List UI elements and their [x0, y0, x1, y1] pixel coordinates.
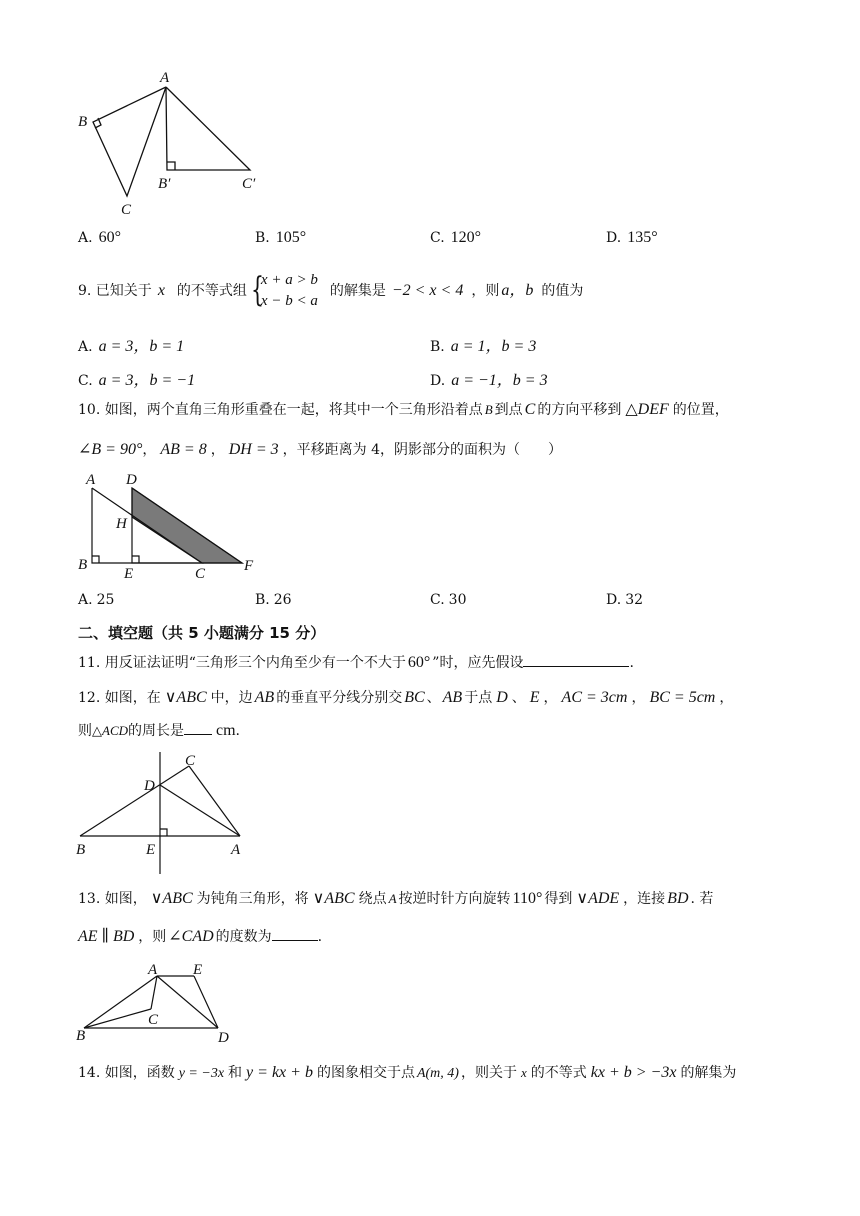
q8-option-d[interactable]: [606, 229, 658, 247]
q13-text: 得到: [544, 891, 573, 907]
q9-solution: −2 < x < 4: [391, 282, 464, 299]
q11-end: .: [629, 655, 634, 671]
triangle-abc: [93, 87, 166, 196]
option-letter: B.: [255, 592, 270, 608]
q10-option-b[interactable]: [255, 592, 292, 608]
label-f: F: [244, 558, 254, 574]
q13-point-a: A: [388, 891, 397, 906]
label-b: B: [78, 114, 88, 130]
q10-text-c: 的方向平移到: [537, 402, 622, 418]
q11-degree: 60°: [407, 654, 431, 671]
section-title-fill-in: 二、填空题（共 5 小题满分 15 分）: [78, 624, 326, 642]
q11-question: [78, 652, 634, 673]
label-c: C: [121, 202, 132, 218]
segment-bc: [80, 766, 189, 836]
q12-segment-ab: AB: [254, 689, 275, 706]
q13-angle: 110°: [512, 890, 543, 907]
q12-text: 的周长是: [128, 723, 184, 739]
q9-var-x: x: [157, 282, 165, 299]
q12-point-d: D: [496, 689, 508, 706]
q14-text: 的不等式: [530, 1065, 587, 1081]
q12-figure: [72, 748, 262, 878]
label-c: C: [195, 566, 206, 582]
q9-text-mid1: 的不等式组: [176, 283, 247, 299]
q12-text: 于点: [464, 690, 493, 706]
q14-point-a: A(m, 4): [416, 1066, 459, 1081]
q12-text: 的垂直平分线分别交: [276, 690, 403, 706]
label-a: A: [231, 842, 241, 858]
right-angle-mark-b: [92, 556, 99, 563]
q9-system-line1: x + a > b: [260, 272, 318, 288]
option-letter: A.: [78, 230, 93, 246]
q12-question-line1: [78, 688, 733, 708]
q10-text-a: 10. 如图，两个直角三角形重叠在一起，将其中一个三角形沿着点: [78, 402, 483, 418]
label-a: A: [86, 472, 96, 488]
q12-unit: cm: [216, 722, 236, 739]
option-letter: B.: [430, 339, 445, 355]
q12-text: 则: [78, 723, 92, 739]
q13-segment-bd: BD: [667, 890, 689, 907]
q13-triangle-ade: ∨ADE: [576, 890, 620, 907]
q13-triangle-abc: ∨ABC: [150, 890, 193, 907]
segment-ac: [151, 976, 157, 1009]
label-d: D: [144, 778, 155, 794]
q9-inequality-system: { x + a > b x − b < a: [250, 270, 318, 310]
q12-answer-blank[interactable]: [184, 720, 212, 735]
q14-text: ，则关于: [460, 1065, 517, 1081]
q13-text: 的度数为: [215, 929, 272, 945]
q10-point-b: B: [484, 402, 493, 417]
q14-inequality: kx + b > −3x: [590, 1064, 677, 1081]
q10-dh-value: DH = 3: [228, 441, 279, 458]
q14-function-1: y = −3x: [178, 1066, 225, 1081]
q13-text: 为钝角三角形，将: [196, 891, 309, 907]
option-value: 105°: [275, 229, 307, 246]
q12-text: ，: [631, 690, 646, 706]
q13-angle-cad: ∠CAD: [168, 928, 214, 945]
segment-ad: [157, 976, 218, 1028]
q13-text: 绕点: [358, 891, 387, 907]
q8-option-b[interactable]: [255, 229, 306, 247]
label-h: H: [116, 516, 127, 532]
q10-text-b: 到点: [494, 402, 523, 418]
q10-angle-b: ∠B = 90°: [78, 441, 143, 458]
q9-text-mid3: ，则: [471, 283, 500, 299]
q9-text-prefix: 9. 已知关于: [78, 283, 152, 299]
option-value: a = 3，b = 1: [98, 338, 185, 355]
q9-question: [78, 268, 583, 314]
option-value: a = −1，b = 3: [451, 372, 548, 389]
option-value: 135°: [627, 229, 658, 246]
q9-system-line2: x − b < a: [260, 293, 318, 309]
q10-comma: ，: [210, 442, 225, 458]
right-angle-mark-e: [132, 556, 139, 563]
q12-text: 中，边: [210, 690, 253, 706]
label-e: E: [193, 962, 203, 978]
label-b: B: [76, 842, 86, 858]
q13-parallel: AE ∥ BD: [78, 928, 135, 945]
q12-text: 12. 如图，在: [78, 690, 161, 706]
option-value: 60°: [98, 229, 121, 246]
q11-text-a: 11. 用反证法证明“三角形三个内角至少有一个不大于: [78, 655, 406, 671]
option-letter: D.: [606, 592, 622, 608]
q8-figure: [70, 62, 270, 222]
q10-option-c[interactable]: [430, 592, 467, 608]
q10-question-line2: [78, 440, 562, 460]
q13-figure: [72, 958, 242, 1050]
label-e: E: [124, 566, 134, 582]
q13-text: 13. 如图，: [78, 891, 147, 907]
q11-answer-blank[interactable]: [523, 652, 629, 667]
label-b-prime: B′: [158, 176, 171, 192]
right-angle-mark-e: [160, 829, 167, 836]
option-value: 120°: [450, 229, 482, 246]
q12-text: 、: [426, 690, 441, 706]
q9-text-suffix: 的值为: [541, 283, 584, 299]
option-value: 32: [625, 592, 644, 608]
q13-text: . 若: [690, 891, 714, 907]
label-e: E: [146, 842, 156, 858]
q10-option-a[interactable]: [78, 592, 114, 608]
label-c-prime: C′: [242, 176, 256, 192]
q14-question: [78, 1063, 736, 1084]
q12-text: ，: [719, 690, 734, 706]
q8-option-c[interactable]: [430, 229, 481, 247]
segment-bc: [84, 1009, 151, 1028]
q13-triangle-abc: ∨ABC: [312, 890, 355, 907]
q10-text-d: 的位置，: [672, 402, 729, 418]
q14-text: 的图象相交于点: [316, 1065, 415, 1081]
q12-end: .: [235, 723, 240, 739]
segment-ed: [194, 976, 218, 1028]
q9-option-c[interactable]: [78, 367, 195, 390]
q13-question-line2: [78, 926, 322, 947]
q8-option-a[interactable]: [78, 229, 121, 247]
q11-text-b: ”时，应先假设: [432, 655, 524, 671]
segment-ca: [189, 766, 240, 836]
label-c: C: [185, 753, 196, 769]
q10-triangle-def: △DEF: [625, 401, 669, 418]
option-letter: A.: [78, 592, 93, 608]
label-d: D: [126, 472, 137, 488]
q13-end: .: [317, 929, 323, 945]
q10-comma: ，: [142, 442, 157, 458]
option-value: 26: [273, 592, 292, 608]
q13-text: 按逆时针方向旋转: [398, 891, 511, 907]
option-value: a = 1，b = 3: [450, 338, 537, 355]
q9-option-d[interactable]: [430, 367, 548, 390]
q14-function-2: y = kx + b: [246, 1064, 313, 1081]
triangle-ab-c-prime: [166, 87, 250, 170]
q12-segment-bc: BC: [404, 689, 425, 706]
option-value: 30: [448, 592, 467, 608]
q10-point-c: C: [524, 401, 536, 418]
q12-text: 、: [511, 690, 526, 706]
label-a: A: [148, 962, 158, 978]
q12-text: ，: [543, 690, 558, 706]
right-angle-mark-b-prime: [167, 162, 175, 170]
right-angle-mark-b: [95, 118, 101, 128]
option-letter: C.: [430, 592, 445, 608]
q13-text: ，则: [138, 929, 167, 945]
q10-text-end: ，平移距离为 4，阴影部分的面积为（ ）: [282, 442, 562, 458]
label-c: C: [148, 1012, 159, 1028]
q14-text: 的解集为: [680, 1065, 737, 1081]
q12-triangle-acd: △ACD: [92, 723, 128, 738]
q9-ab: a，b: [501, 282, 534, 299]
label-b: B: [76, 1028, 86, 1044]
option-letter: D.: [430, 373, 446, 389]
q9-text-mid2: 的解集是: [329, 283, 386, 299]
q12-point-e: E: [529, 689, 540, 706]
option-letter: C.: [430, 230, 445, 246]
q10-question-line1: [78, 400, 729, 420]
label-d: D: [218, 1030, 229, 1046]
option-value: a = 3，b = −1: [98, 372, 196, 389]
q14-text: 14. 如图，函数: [78, 1065, 175, 1081]
q14-text: 和: [228, 1065, 243, 1081]
label-a: A: [160, 70, 170, 86]
q13-question-line1: [78, 889, 713, 909]
q10-figure: [72, 470, 262, 585]
label-b: B: [78, 557, 88, 573]
q9-option-b[interactable]: [430, 333, 536, 356]
q12-segment-ab: AB: [442, 689, 463, 706]
option-letter: A.: [78, 339, 93, 355]
segment-da: [160, 785, 240, 836]
q13-text: ，连接: [623, 891, 666, 907]
q12-triangle-abc: ∨ABC: [164, 689, 207, 706]
q13-answer-blank[interactable]: [272, 926, 318, 941]
option-value: 25: [96, 592, 115, 608]
q12-bc-value: BC = 5cm: [649, 689, 716, 706]
q14-var-x: x: [520, 1065, 527, 1080]
option-letter: D.: [606, 230, 622, 246]
q9-option-a[interactable]: [78, 333, 184, 356]
q12-ac-value: AC = 3cm: [561, 689, 628, 706]
option-letter: B.: [255, 230, 270, 246]
option-letter: C.: [78, 373, 93, 389]
q10-ab-value: AB = 8: [160, 441, 207, 458]
q12-question-line2: [78, 720, 240, 741]
q10-option-d[interactable]: [606, 592, 643, 608]
segment-ab: [84, 976, 157, 1028]
